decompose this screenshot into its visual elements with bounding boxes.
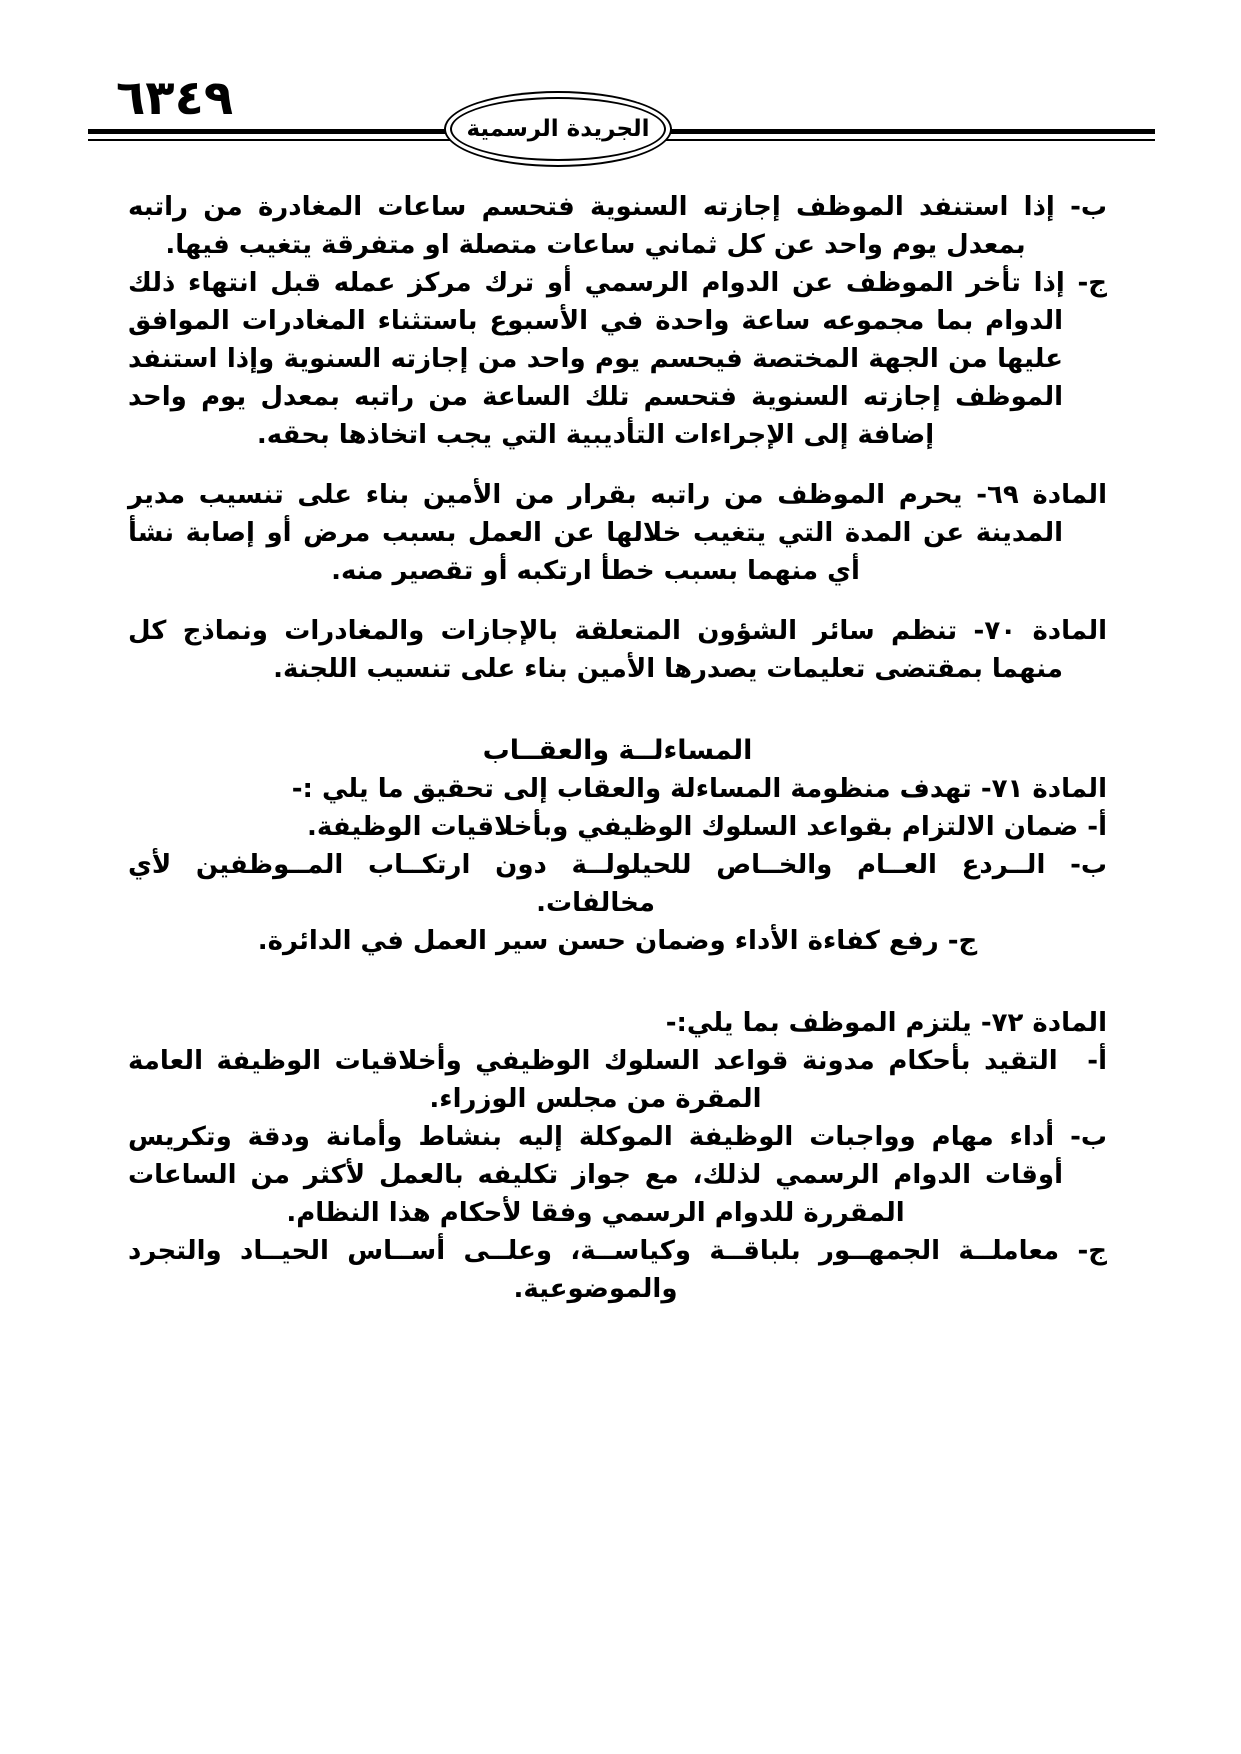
article-69-label: المادة ٦٩- — [976, 480, 1107, 510]
page-number: ٦٣٤٩ — [116, 70, 234, 126]
article-72 — [128, 1004, 1107, 1042]
clause-j — [128, 264, 1107, 454]
article-70-label: المادة ٧٠- — [973, 616, 1108, 646]
article-72-item-j-label: ج- — [1077, 1236, 1107, 1266]
article-71-item-a-label: أ- — [1087, 812, 1107, 842]
article-71-item-j-text: رفع كفاءة الأداء وضمان حسن سير العمل في الدائرة. — [257, 926, 939, 956]
article-72-item-b-text: أداء مهام وواجبات الوظيفة الموكلة إليه بنشاط وأمانة ودقة وتكريس أوقات الدوام الرسمي لذلك، مع جواز تكليفه بالعمل لأكثر من الساعات المقررة للدوام الرسمي وفقا لأحكام هذا النظام. — [128, 1122, 1063, 1228]
article-71-item-b — [128, 846, 1107, 922]
section-heading: المساءلــة والعقــاب — [482, 735, 753, 766]
page-content — [128, 188, 1107, 1308]
clause-j-label: ج- — [1077, 268, 1107, 298]
clause-b-text: إذا استنفد الموظف إجازته السنوية فتحسم ساعات المغادرة من راتبه بمعدل يوم واحد عن كل ثماني ساعات متصلة او متفرقة يتغيب فيها. — [128, 192, 1055, 260]
article-71-item-b-text: الــردع العــام والخــاص للحيلولــة دون ارتكــاب المــوظفين لأي مخالفات. — [128, 850, 1046, 918]
article-69 — [128, 476, 1107, 590]
article-72-intro: يلتزم الموظف بما يلي:- — [665, 1008, 972, 1038]
article-70 — [128, 612, 1107, 688]
article-71-label: المادة ٧١- — [980, 774, 1107, 804]
article-71-item-j-label: ج- — [947, 926, 978, 956]
gazette-title-badge — [450, 97, 666, 161]
clause-b-label: ب- — [1070, 192, 1108, 222]
article-72-item-a-text: التقيد بأحكام مدونة قواعد السلوك الوظيفي وأخلاقيات الوظيفة العامة المقرة من مجلس الوزراء. — [128, 1046, 1058, 1114]
article-72-item-j-text: معاملــة الجمهــور بلباقــة وكياســة، وعلــى أســاس الحيــاد والتجرد والموضوعية. — [128, 1236, 1060, 1304]
article-71-item-b-label: ب- — [1070, 850, 1107, 880]
article-72-label: المادة ٧٢- — [980, 1008, 1107, 1038]
article-71-intro: تهدف منظومة المساءلة والعقاب إلى تحقيق ما يلي :- — [291, 774, 972, 804]
clause-j-text: إذا تأخر الموظف عن الدوام الرسمي أو ترك مركز عمله قبل انتهاء ذلك الدوام بما مجموعه ساعة واحدة في الأسبوع باستثناء المغادرات الموافق عليها من الجهة المختصة فيحسم يوم واحد من إجازته السنوية وإذا استنفد الموظف إجازته السنوية فتحسم تلك الساعة من راتبه بمعدل يوم واحد إضافة إلى الإجراءات التأديبية التي يجب اتخاذها بحقه. — [128, 268, 1065, 450]
article-71-item-j — [128, 922, 1107, 960]
article-71-item-a-text: ضمان الالتزام بقواعد السلوك الوظيفي وبأخلاقيات الوظيفة. — [307, 812, 1079, 842]
article-72-item-b-label: ب- — [1070, 1122, 1107, 1152]
article-69-text: يحرم الموظف من راتبه بقرار من الأمين بناء على تنسيب مدير المدينة عن المدة التي يتغيب خلالها عن العمل بسبب مرض أو إصابة نشأ أي منهما بسبب خطأ ارتكبه أو تقصير منه. — [128, 480, 1063, 586]
clause-b — [128, 188, 1107, 264]
article-71-item-a — [128, 808, 1107, 846]
article-71 — [128, 770, 1107, 808]
article-72-item-b — [128, 1118, 1107, 1232]
article-72-item-a-label: أ- — [1087, 1046, 1107, 1076]
article-72-item-a — [128, 1042, 1107, 1118]
article-70-text: تنظم سائر الشؤون المتعلقة بالإجازات والمغادرات ونماذج كل منهما بمقتضى تعليمات يصدرها الأمين بناء على تنسيب اللجنة. — [128, 616, 1063, 684]
gazette-title: الجريدة الرسمية — [466, 116, 650, 142]
article-72-item-j — [128, 1232, 1107, 1308]
